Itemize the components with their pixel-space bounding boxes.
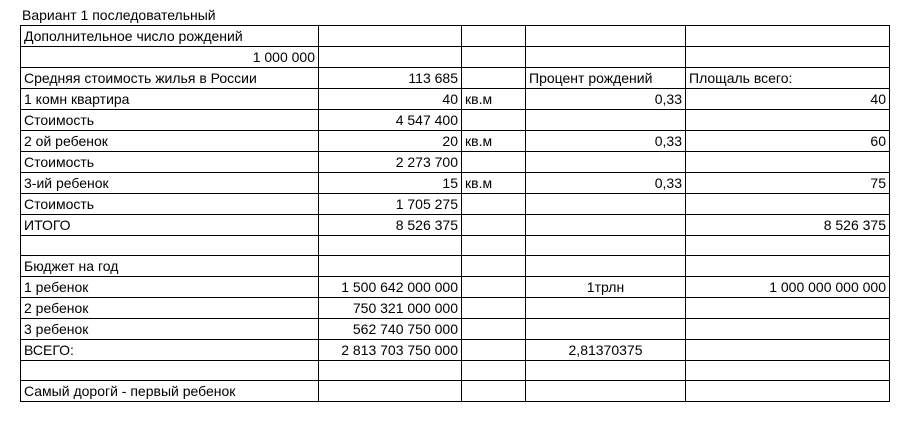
cell[interactable]: [462, 152, 526, 173]
cell[interactable]: 1трлн: [526, 277, 686, 298]
cell[interactable]: кв.м: [462, 89, 526, 110]
cell[interactable]: [462, 381, 526, 402]
cell[interactable]: [526, 319, 686, 340]
cell[interactable]: [462, 319, 526, 340]
cell[interactable]: [526, 110, 686, 131]
cell[interactable]: [462, 340, 526, 361]
table-row: [21, 256, 890, 277]
cell[interactable]: 1 комн квартира: [21, 89, 319, 110]
cell[interactable]: 750 321 000 000: [319, 298, 462, 319]
cell[interactable]: [462, 110, 526, 131]
cell[interactable]: [686, 319, 890, 340]
cell[interactable]: [462, 215, 526, 236]
spreadsheet-table: [20, 25, 890, 402]
cell[interactable]: [686, 256, 890, 277]
cell[interactable]: кв.м: [462, 173, 526, 194]
cell[interactable]: Процент рождений: [526, 68, 686, 89]
cell[interactable]: Средняя стоимость жилья в России: [21, 68, 319, 89]
cell[interactable]: [526, 47, 686, 68]
table-row: [21, 152, 890, 173]
cell[interactable]: 4 547 400: [319, 110, 462, 131]
cell[interactable]: [21, 361, 319, 381]
cell[interactable]: 40: [686, 89, 890, 110]
cell[interactable]: 0,33: [526, 173, 686, 194]
cell[interactable]: [526, 26, 686, 47]
cell[interactable]: 60: [686, 131, 890, 152]
cell[interactable]: 20: [319, 131, 462, 152]
cell[interactable]: Стоимость: [21, 194, 319, 215]
cell[interactable]: 8 526 375: [686, 215, 890, 236]
cell[interactable]: [462, 298, 526, 319]
cell[interactable]: 1 ребенок: [21, 277, 319, 298]
cell[interactable]: [462, 68, 526, 89]
cell[interactable]: Бюджет на год: [21, 256, 319, 277]
table-row: [21, 194, 890, 215]
cell[interactable]: [686, 381, 890, 402]
cell[interactable]: 562 740 750 000: [319, 319, 462, 340]
cell[interactable]: [319, 236, 462, 256]
table-row: [21, 361, 890, 381]
sheet-title: Вариант 1 последовательный: [22, 7, 216, 23]
cell[interactable]: [462, 194, 526, 215]
cell[interactable]: [319, 256, 462, 277]
cell[interactable]: [686, 26, 890, 47]
table-row: [21, 340, 890, 361]
cell[interactable]: [686, 298, 890, 319]
cell[interactable]: Стоимость: [21, 110, 319, 131]
cell[interactable]: [686, 152, 890, 173]
cell[interactable]: [526, 236, 686, 256]
cell[interactable]: 75: [686, 173, 890, 194]
cell[interactable]: [686, 194, 890, 215]
cell[interactable]: 8 526 375: [319, 215, 462, 236]
cell[interactable]: [319, 47, 462, 68]
cell[interactable]: [526, 256, 686, 277]
cell[interactable]: 2 273 700: [319, 152, 462, 173]
cell[interactable]: [686, 110, 890, 131]
cell[interactable]: [686, 47, 890, 68]
cell[interactable]: 0,33: [526, 131, 686, 152]
cell[interactable]: [686, 361, 890, 381]
cell[interactable]: [462, 47, 526, 68]
cell[interactable]: 1 000 000 000 000: [686, 277, 890, 298]
table-row: [21, 110, 890, 131]
table-row: [21, 298, 890, 319]
cell[interactable]: [462, 26, 526, 47]
cell[interactable]: 3 ребенок: [21, 319, 319, 340]
cell[interactable]: [526, 361, 686, 381]
cell[interactable]: [526, 298, 686, 319]
cell[interactable]: 2 ребенок: [21, 298, 319, 319]
cell[interactable]: [462, 361, 526, 381]
cell[interactable]: [526, 152, 686, 173]
cell[interactable]: 15: [319, 173, 462, 194]
table-row: [21, 277, 890, 298]
table-row: [21, 47, 890, 68]
cell[interactable]: Площаль всего:: [686, 68, 890, 89]
cell[interactable]: 2 813 703 750 000: [319, 340, 462, 361]
cell[interactable]: [462, 256, 526, 277]
cell[interactable]: ИТОГО: [21, 215, 319, 236]
cell[interactable]: 113 685: [319, 68, 462, 89]
table-row: [21, 131, 890, 152]
cell[interactable]: [319, 26, 462, 47]
cell[interactable]: 2 ой ребенок: [21, 131, 319, 152]
cell[interactable]: 0,33: [526, 89, 686, 110]
table-row: [21, 68, 890, 89]
table-row: [21, 215, 890, 236]
cell[interactable]: 1 705 275: [319, 194, 462, 215]
cell[interactable]: [319, 361, 462, 381]
cell[interactable]: 1 000 000: [21, 47, 319, 68]
cell[interactable]: Дополнительное число рождений: [21, 26, 319, 47]
cell[interactable]: [462, 277, 526, 298]
cell[interactable]: 2,81370375: [526, 340, 686, 361]
cell[interactable]: [686, 340, 890, 361]
cell[interactable]: [526, 215, 686, 236]
cell[interactable]: ВСЕГО:: [21, 340, 319, 361]
table-row: [21, 319, 890, 340]
cell[interactable]: 40: [319, 89, 462, 110]
cell[interactable]: 1 500 642 000 000: [319, 277, 462, 298]
cell[interactable]: 3-ий ребенок: [21, 173, 319, 194]
cell[interactable]: [526, 194, 686, 215]
cell[interactable]: [686, 236, 890, 256]
cell[interactable]: [462, 236, 526, 256]
cell[interactable]: [319, 381, 462, 402]
table-row: [21, 381, 890, 402]
cell[interactable]: кв.м: [462, 131, 526, 152]
cell[interactable]: Самый дорогй - первый ребенок: [21, 381, 319, 402]
table-row: [21, 26, 890, 47]
table-row: [21, 89, 890, 110]
cell[interactable]: Стоимость: [21, 152, 319, 173]
cell[interactable]: [526, 381, 686, 402]
table-row: [21, 173, 890, 194]
table-row: [21, 236, 890, 256]
cell[interactable]: [21, 236, 319, 256]
